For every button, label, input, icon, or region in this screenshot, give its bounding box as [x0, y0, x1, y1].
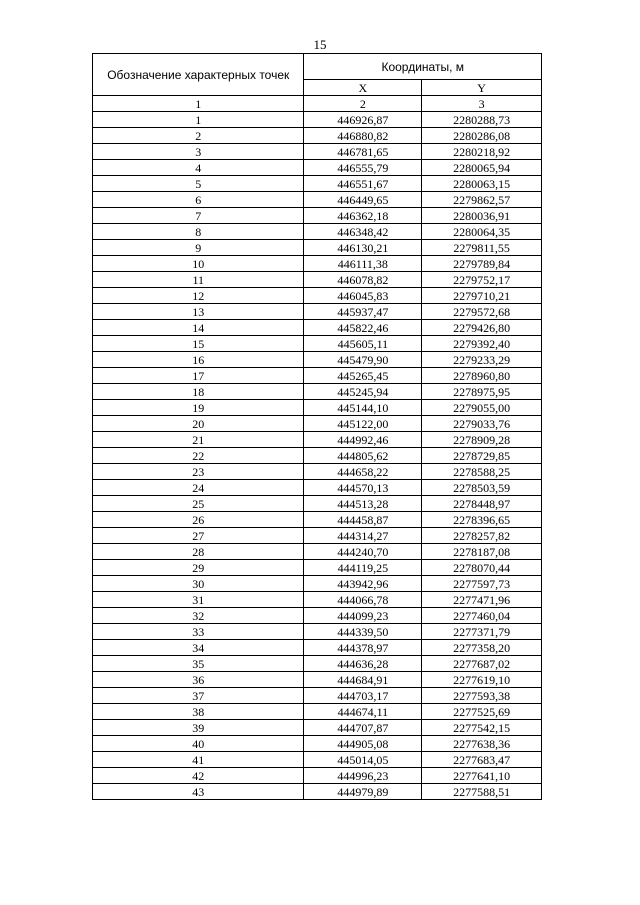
- x-coordinate-cell: 444658,22: [304, 464, 422, 480]
- table-row: [93, 576, 542, 592]
- x-coordinate-cell: 445245,94: [304, 384, 422, 400]
- point-id-cell: 23: [93, 464, 304, 480]
- header-points: Обозначение характерных точек: [93, 54, 304, 96]
- y-coordinate-cell: 2278909,28: [422, 432, 542, 448]
- column-number-1: 1: [93, 96, 304, 112]
- point-id-cell: 21: [93, 432, 304, 448]
- table-row: [93, 544, 542, 560]
- column-number-3: 3: [422, 96, 542, 112]
- point-id-cell: 6: [93, 192, 304, 208]
- x-coordinate-cell: 444314,27: [304, 528, 422, 544]
- y-coordinate-cell: 2279811,55: [422, 240, 542, 256]
- point-id-cell: 39: [93, 720, 304, 736]
- point-id-cell: 38: [93, 704, 304, 720]
- x-coordinate-cell: 446362,18: [304, 208, 422, 224]
- point-id-cell: 40: [93, 736, 304, 752]
- y-coordinate-cell: 2279710,21: [422, 288, 542, 304]
- point-id-cell: 42: [93, 768, 304, 784]
- y-coordinate-cell: 2278396,65: [422, 512, 542, 528]
- table-row: [93, 752, 542, 768]
- y-coordinate-cell: 2277597,73: [422, 576, 542, 592]
- y-coordinate-cell: 2278588,25: [422, 464, 542, 480]
- coordinates-table: [92, 53, 542, 800]
- y-coordinate-cell: 2277525,69: [422, 704, 542, 720]
- y-coordinate-cell: 2279233,29: [422, 352, 542, 368]
- y-coordinate-cell: 2278729,85: [422, 448, 542, 464]
- table-row: [93, 112, 542, 128]
- x-coordinate-cell: 446551,67: [304, 176, 422, 192]
- point-id-cell: 41: [93, 752, 304, 768]
- x-coordinate-cell: 444905,08: [304, 736, 422, 752]
- table-row: [93, 432, 542, 448]
- x-coordinate-cell: 444684,91: [304, 672, 422, 688]
- point-id-cell: 34: [93, 640, 304, 656]
- point-id-cell: 27: [93, 528, 304, 544]
- table-row: [93, 688, 542, 704]
- y-coordinate-cell: 2279752,17: [422, 272, 542, 288]
- table-row: [93, 304, 542, 320]
- table-row: [93, 336, 542, 352]
- y-coordinate-cell: 2278975,95: [422, 384, 542, 400]
- point-id-cell: 3: [93, 144, 304, 160]
- table-row: [93, 272, 542, 288]
- y-coordinate-cell: 2280065,94: [422, 160, 542, 176]
- table-row: [93, 736, 542, 752]
- y-coordinate-cell: 2280064,35: [422, 224, 542, 240]
- column-number-2: 2: [304, 96, 422, 112]
- x-coordinate-cell: 446078,82: [304, 272, 422, 288]
- x-coordinate-cell: 443942,96: [304, 576, 422, 592]
- y-coordinate-cell: 2277683,47: [422, 752, 542, 768]
- header-coordinates: Координаты, м: [304, 54, 542, 80]
- point-id-cell: 10: [93, 256, 304, 272]
- table-row: [93, 208, 542, 224]
- table-row: [93, 672, 542, 688]
- table-row: [93, 528, 542, 544]
- point-id-cell: 12: [93, 288, 304, 304]
- point-id-cell: 13: [93, 304, 304, 320]
- y-coordinate-cell: 2277460,04: [422, 608, 542, 624]
- table-row: [93, 224, 542, 240]
- y-coordinate-cell: 2277619,10: [422, 672, 542, 688]
- point-id-cell: 35: [93, 656, 304, 672]
- y-coordinate-cell: 2279572,68: [422, 304, 542, 320]
- x-coordinate-cell: 444066,78: [304, 592, 422, 608]
- table-row: [93, 704, 542, 720]
- x-coordinate-cell: 444378,97: [304, 640, 422, 656]
- table-row: [93, 416, 542, 432]
- y-coordinate-cell: 2277371,79: [422, 624, 542, 640]
- x-coordinate-cell: 445937,47: [304, 304, 422, 320]
- y-coordinate-cell: 2279055,00: [422, 400, 542, 416]
- x-coordinate-cell: 446130,21: [304, 240, 422, 256]
- x-coordinate-cell: 444674,11: [304, 704, 422, 720]
- point-id-cell: 22: [93, 448, 304, 464]
- y-coordinate-cell: 2278960,80: [422, 368, 542, 384]
- table-row: [93, 560, 542, 576]
- point-id-cell: 24: [93, 480, 304, 496]
- table-row: [93, 288, 542, 304]
- x-coordinate-cell: 445479,90: [304, 352, 422, 368]
- x-coordinate-cell: 446781,65: [304, 144, 422, 160]
- point-id-cell: 17: [93, 368, 304, 384]
- y-coordinate-cell: 2278503,59: [422, 480, 542, 496]
- table-row: [93, 320, 542, 336]
- table-row: [93, 240, 542, 256]
- table-row: [93, 720, 542, 736]
- point-id-cell: 43: [93, 784, 304, 800]
- x-coordinate-cell: 445822,46: [304, 320, 422, 336]
- table-row: [93, 768, 542, 784]
- y-coordinate-cell: 2277593,38: [422, 688, 542, 704]
- header-y: Y: [422, 80, 542, 96]
- point-id-cell: 19: [93, 400, 304, 416]
- table-row: [93, 144, 542, 160]
- y-coordinate-cell: 2278448,97: [422, 496, 542, 512]
- table-row: [93, 176, 542, 192]
- y-coordinate-cell: 2279789,84: [422, 256, 542, 272]
- y-coordinate-cell: 2279862,57: [422, 192, 542, 208]
- table-body: [93, 112, 542, 800]
- point-id-cell: 20: [93, 416, 304, 432]
- point-id-cell: 36: [93, 672, 304, 688]
- y-coordinate-cell: 2277542,15: [422, 720, 542, 736]
- y-coordinate-cell: 2277588,51: [422, 784, 542, 800]
- y-coordinate-cell: 2280036,91: [422, 208, 542, 224]
- point-id-cell: 31: [93, 592, 304, 608]
- table-row: [93, 640, 542, 656]
- point-id-cell: 15: [93, 336, 304, 352]
- table-row: [93, 256, 542, 272]
- point-id-cell: 9: [93, 240, 304, 256]
- y-coordinate-cell: 2280218,92: [422, 144, 542, 160]
- x-coordinate-cell: 444979,89: [304, 784, 422, 800]
- x-coordinate-cell: 444458,87: [304, 512, 422, 528]
- table-row: [93, 496, 542, 512]
- y-coordinate-cell: 2280288,73: [422, 112, 542, 128]
- x-coordinate-cell: 445605,11: [304, 336, 422, 352]
- y-coordinate-cell: 2278187,08: [422, 544, 542, 560]
- y-coordinate-cell: 2277471,96: [422, 592, 542, 608]
- x-coordinate-cell: 444240,70: [304, 544, 422, 560]
- point-id-cell: 2: [93, 128, 304, 144]
- table-row: [93, 608, 542, 624]
- y-coordinate-cell: 2279392,40: [422, 336, 542, 352]
- x-coordinate-cell: 444707,87: [304, 720, 422, 736]
- point-id-cell: 37: [93, 688, 304, 704]
- page-number: 15: [313, 37, 327, 52]
- x-coordinate-cell: 444996,23: [304, 768, 422, 784]
- point-id-cell: 7: [93, 208, 304, 224]
- point-id-cell: 29: [93, 560, 304, 576]
- x-coordinate-cell: 444636,28: [304, 656, 422, 672]
- x-coordinate-cell: 445144,10: [304, 400, 422, 416]
- y-coordinate-cell: 2278070,44: [422, 560, 542, 576]
- x-coordinate-cell: 446111,38: [304, 256, 422, 272]
- table-row: [93, 384, 542, 400]
- y-coordinate-cell: 2277358,20: [422, 640, 542, 656]
- y-coordinate-cell: 2280286,08: [422, 128, 542, 144]
- point-id-cell: 32: [93, 608, 304, 624]
- table-row: [93, 160, 542, 176]
- table-row: [93, 480, 542, 496]
- x-coordinate-cell: 446926,87: [304, 112, 422, 128]
- x-coordinate-cell: 446045,83: [304, 288, 422, 304]
- point-id-cell: 4: [93, 160, 304, 176]
- y-coordinate-cell: 2278257,82: [422, 528, 542, 544]
- x-coordinate-cell: 444570,13: [304, 480, 422, 496]
- table-row: [93, 464, 542, 480]
- table-row: [93, 656, 542, 672]
- table-row: [93, 352, 542, 368]
- point-id-cell: 26: [93, 512, 304, 528]
- x-coordinate-cell: 444703,17: [304, 688, 422, 704]
- x-coordinate-cell: 445265,45: [304, 368, 422, 384]
- x-coordinate-cell: 446449,65: [304, 192, 422, 208]
- x-coordinate-cell: 445122,00: [304, 416, 422, 432]
- point-id-cell: 18: [93, 384, 304, 400]
- y-coordinate-cell: 2277687,02: [422, 656, 542, 672]
- y-coordinate-cell: 2280063,15: [422, 176, 542, 192]
- table-row: [93, 512, 542, 528]
- point-id-cell: 11: [93, 272, 304, 288]
- y-coordinate-cell: 2279033,76: [422, 416, 542, 432]
- table-row: [93, 624, 542, 640]
- point-id-cell: 1: [93, 112, 304, 128]
- x-coordinate-cell: 444119,25: [304, 560, 422, 576]
- x-coordinate-cell: 444339,50: [304, 624, 422, 640]
- x-coordinate-cell: 444992,46: [304, 432, 422, 448]
- x-coordinate-cell: 446348,42: [304, 224, 422, 240]
- header-x: X: [304, 80, 422, 96]
- table-row: [93, 592, 542, 608]
- x-coordinate-cell: 445014,05: [304, 752, 422, 768]
- y-coordinate-cell: 2277638,36: [422, 736, 542, 752]
- x-coordinate-cell: 446555,79: [304, 160, 422, 176]
- point-id-cell: 30: [93, 576, 304, 592]
- x-coordinate-cell: 444805,62: [304, 448, 422, 464]
- x-coordinate-cell: 444099,23: [304, 608, 422, 624]
- x-coordinate-cell: 444513,28: [304, 496, 422, 512]
- y-coordinate-cell: 2279426,80: [422, 320, 542, 336]
- table-row: [93, 400, 542, 416]
- point-id-cell: 28: [93, 544, 304, 560]
- point-id-cell: 16: [93, 352, 304, 368]
- x-coordinate-cell: 446880,82: [304, 128, 422, 144]
- table-row: [93, 192, 542, 208]
- table-row: [93, 368, 542, 384]
- point-id-cell: 5: [93, 176, 304, 192]
- table-row: [93, 448, 542, 464]
- point-id-cell: 14: [93, 320, 304, 336]
- table-row: [93, 128, 542, 144]
- y-coordinate-cell: 2277641,10: [422, 768, 542, 784]
- point-id-cell: 25: [93, 496, 304, 512]
- table-row: [93, 784, 542, 800]
- point-id-cell: 33: [93, 624, 304, 640]
- point-id-cell: 8: [93, 224, 304, 240]
